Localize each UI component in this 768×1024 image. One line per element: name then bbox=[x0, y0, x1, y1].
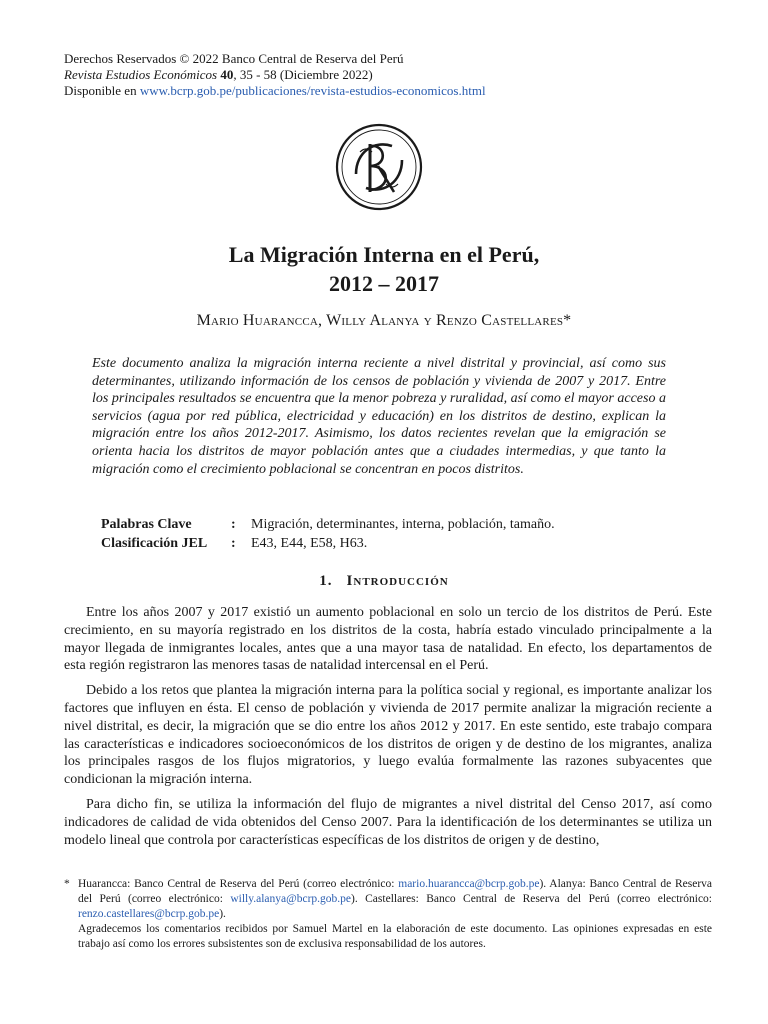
paragraph: Para dicho fin, se utiliza la información del flujo de migrantes a nivel distrital del Censo 2017, así como indicadores de calidad de vida obtenidos del Censo 2007. Para la identificación de los determinantes se utiliza un modelo lineal que controla por características específicas de los distritos de origen y de destino, bbox=[64, 796, 712, 848]
author-list: Mario Huarancca, Willy Alanya y Renzo Castellares* bbox=[196, 312, 572, 329]
keywords-row: Palabras Clave : Migración, determinantes, interna, población, tamaño. bbox=[101, 517, 555, 532]
body-text bbox=[64, 604, 712, 856]
bcrp-logo-icon bbox=[334, 122, 424, 212]
availability-line: Disponible en www.bcrp.gob.pe/publicaciones/revista-estudios-economicos.html bbox=[64, 83, 486, 98]
journal-line bbox=[64, 67, 486, 83]
footnote: * Huarancca: Banco Central de Reserva del Perú (correo electrónico: mario.huarancca@bcrp.gob.pe). Alanya: Banco Central de Reserva del Perú (correo electrónico: willy.alanya@bcrp.gob.pe). Castellares: Banco Central de Reserva del Perú (correo electrónico: renzo.castellares@bcrp.gob.pe). Agradecemos los comentarios recibidos por Samuel Martel en la elaboración de este documento. Las opiniones expresadas en este trabajo así como los errores subsistentes son de exclusiva responsabilidad de los autores. bbox=[64, 878, 713, 950]
rights-line: Derechos Reservados © 2022 Banco Central de Reserva del Perú bbox=[64, 51, 404, 66]
abstract: Este documento analiza la migración interna reciente a nivel distrital y provincial, así como sus determinantes, utilizando información de los censos de población y vivienda de 2007 y 2017. Entre los principales resultados se encuentra que la menor pobreza y ruralidad, así como el mayor acceso a servicios (agua por red pública, electricidad y educación) en los distritos de destino, explican la migración entre los años 2012-2017. Asimismo, los datos recientes revelan que la emigración se orienta hacia los distritos de mayor población antes que a ciudades intermedias, y que tanto la migración como el crecimiento poblacional se concentran en pocos distritos. bbox=[92, 356, 666, 477]
section-heading bbox=[64, 573, 704, 590]
email-link-alanya[interactable]: willy.alanya@bcrp.gob.pe bbox=[230, 893, 351, 905]
paragraph: Debido a los retos que plantea la migración interna para la política social y regional, es importante analizar los factores que influyen en ésta. El censo de población y vivienda de 2017 permite analizar la migración reciente a nivel distrital, es decir, la migración que se dio entre los años 2012 y 2017. En este sentido, este trabajo compara las características e indicadores socioeconómicos de los distritos de origen y de destino de los migrantes, analiza los principales rasgos de los flujos migratorios, y luego evalúa formalmente las razones subyacentes que condicionan la migración interna. bbox=[64, 683, 712, 788]
acknowledgements: Agradecemos los comentarios recibidos por Samuel Martel en la elaboración de este documento. Las opiniones expresadas en este trabajo así como los errores subsistentes son de exclusiva responsabilidad de los autores. bbox=[78, 923, 712, 950]
journal-name: Revista Estudios Económicos bbox=[64, 67, 218, 82]
journal-pages: , 35 - 58 (Diciembre 2022) bbox=[233, 67, 373, 82]
journal-url-link[interactable]: www.bcrp.gob.pe/publicaciones/revista-estudios-economicos.html bbox=[139, 83, 486, 98]
jel-row: Clasificación JEL : E43, E44, E58, H63. bbox=[101, 536, 368, 551]
email-link-castellares[interactable]: renzo.castellares@bcrp.gob.pe bbox=[78, 908, 220, 920]
paper-title: La Migración Interna en el Perú, 2012 – 2017 bbox=[228, 242, 540, 296]
journal-volume: 40 bbox=[220, 67, 234, 82]
keywords-block bbox=[101, 515, 555, 553]
section-name: Introducción bbox=[346, 573, 449, 589]
email-link-huarancca[interactable]: mario.huarancca@bcrp.gob.pe bbox=[398, 878, 540, 890]
jel-value: E43, E44, E58, H63. bbox=[251, 536, 368, 551]
paragraph: Entre los años 2007 y 2017 existió un aumento poblacional en solo un tercio de los distritos de Perú. Este crecimiento, en su mayoría registrado en los distritos de la costa, habría estado vinculado principalmente a la mayor llegada de inmigrantes locales, antes que a una mayor tasa de natalidad. En efecto, los departamentos de esta región registraron las menores tasas de natalidad intercensal en el Perú. bbox=[64, 605, 712, 674]
footnote-mark: * bbox=[64, 878, 70, 890]
section-number: 1. bbox=[319, 573, 333, 589]
copyright-header bbox=[64, 51, 486, 99]
keywords-value: Migración, determinantes, interna, población, tamaño. bbox=[251, 517, 555, 532]
